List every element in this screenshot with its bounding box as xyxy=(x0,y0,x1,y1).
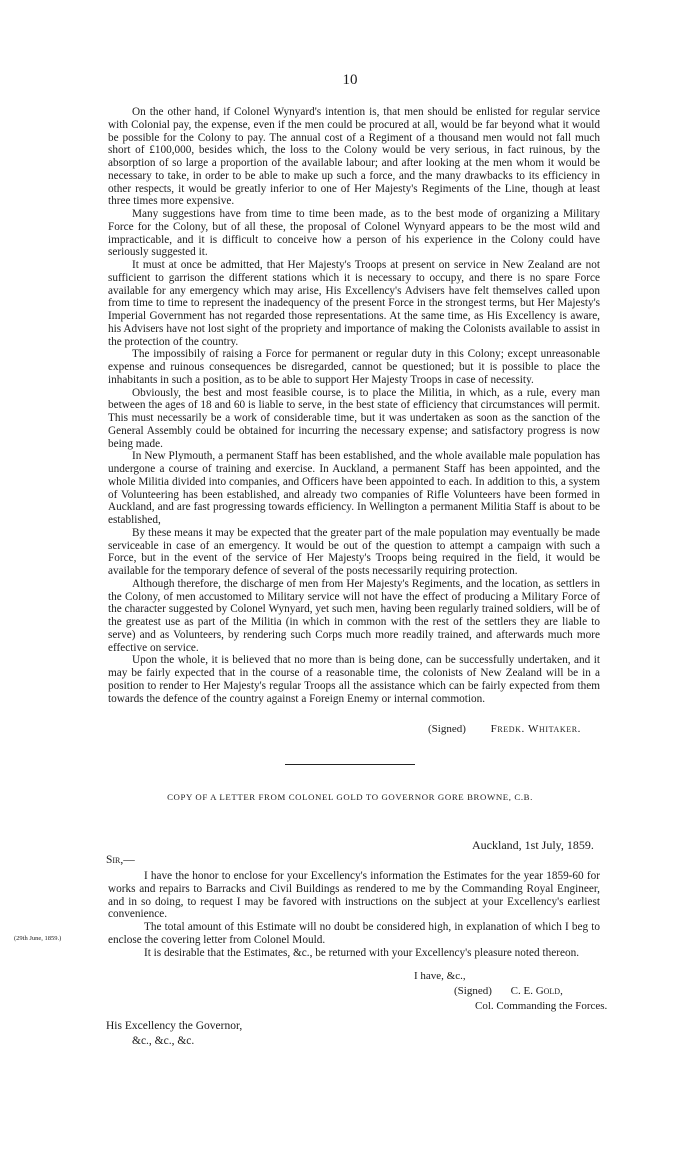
letter-paragraph: I have the honor to enclose for your Excellency's information the Estimates for the year 1859-60 for works and repairs to Barracks and Civil Buildings as rendered to me by the Commanding Royal Engineer, and in so doing, to request I may be favored with instructions on the subject at your Excellency's earliest convenience. xyxy=(108,870,600,921)
memo-paragraph: The impossibily of raising a Force for permanent or regular duty in this Colony; except unreasonable expense and ruinous consequences be disregarded, cannot be questioned; but it is possible to place the inhabitants in such a position, as to be able to support Her Majesty Troops in case of necessity. xyxy=(108,348,600,386)
letter-paragraph: It is desirable that the Estimates, &c., be returned with your Excellency's pleasure noted thereon. xyxy=(144,946,580,959)
signatory-title: Col. Commanding the Forces. xyxy=(475,1000,608,1012)
memo-paragraph: Obviously, the best and most feasible course, is to place the Militia, in which, as a rule, every man between the ages of 18 and 60 is liable to serve, in the best state of efficiency that circumstances will permit. This must necessarily be a work of considerable time, but it was undertaken as soon as the sanction of the General Assembly could be obtained for incurring the necessary expense; and satisfactory progress is now being made. xyxy=(108,386,600,450)
memorandum-body xyxy=(108,106,600,705)
signatory-name: C. E. Gold, xyxy=(510,985,563,997)
signed-prefix: (Signed) xyxy=(428,723,466,735)
section-divider xyxy=(285,764,415,765)
memo-paragraph: Although therefore, the discharge of men from Her Majesty's Regiments, and the location, as settlers in the Colony, of men accustomed to Military service will not have the effect of producing a Military Force of the character suggested by Colonel Wynyard, yet such men, having been regularly trained soldiers, will be of the greatest use as part of the Militia (in which in common with the rest of the settlers they are liable to serve) and as Volunteers, by rendering such Corps much more readily trained, and afterwards much more effective on service. xyxy=(108,577,600,654)
letter-dateline: Auckland, 1st July, 1859. xyxy=(472,838,594,852)
addressee-line: &c., &c., &c. xyxy=(132,1035,195,1047)
addressee-line: His Excellency the Governor, xyxy=(106,1020,243,1032)
signed-prefix: (Signed) xyxy=(454,985,492,997)
letter-signature xyxy=(454,985,563,997)
memo-paragraph: By these means it may be expected that the greater part of the male population may eventually be made serviceable in case of an emergency. It would be out of the question to attempt a campaign with such a Force, but in the event of the service of Her Majesty's Troops being required in the field, it would be available for the temporary defence of several of the posts necessarily requiring protection. xyxy=(108,526,600,577)
memo-paragraph: On the other hand, if Colonel Wynyard's intention is, that men should be enlisted for regular service with Colonial pay, the expense, even if the men could be procured at all, would be far beyond what it would be possible for the Colony to pay. The annual cost of a Regiment of a thousand men would not fall much short of £100,000, besides which, the loss to the Colony would be very serious, in fact ruinous, by the absorption of so large a proportion of the available labour; and after looking at the men whom it would be necessary to take, in order to be able to make up such a force, and the many drawbacks to its efficiency in other respects, it would be greatly inferior to one of Her Majesty's Regiments of the Line, though at least three times more expensive. xyxy=(108,106,600,208)
signatory-name: Fredk. Whitaker. xyxy=(490,723,582,735)
margin-note: (29th June, 1859.) xyxy=(14,935,62,942)
letter-heading: COPY OF A LETTER FROM COLONEL GOLD TO GOVERNOR GORE BROWNE, C.B. xyxy=(167,792,533,802)
memo-paragraph: In New Plymouth, a permanent Staff has been established, and the whole available male population has undergone a course of training and exercise. In Auckland, a permanent Staff has been appointed, and the whole Militia divided into companies, and Officers have been appointed to each. In addition to this, a system of Volunteering has been established, and already two companies of Rifle Volunteers have been formed in Auckland, and are fast progressing towards efficiency. In Wellington a permanent Militia Staff is about to be established, xyxy=(108,450,600,526)
letter-body xyxy=(108,870,600,959)
letter-salutation: Sir,— xyxy=(106,854,135,866)
letter-paragraph: The total amount of this Estimate will no doubt be considered high, in explanation of which I beg to enclose the covering letter from Colonel Mould. xyxy=(108,921,600,946)
letter-closing: I have, &c., xyxy=(414,970,466,982)
memo-signature xyxy=(428,723,581,735)
memo-paragraph: Many suggestions have from time to time been made, as to the best mode of organizing a Military Force for the Colony, but of all these, the proposal of Colonel Wynyard appears to be the most wild and impracticable, and it is difficult to conceive how a person of his experience in the Colony could have seriously suggested it. xyxy=(108,208,600,259)
memo-paragraph: Upon the whole, it is believed that no more than is being done, can be successfully undertaken, and it may be fairly expected that in the course of a reasonable time, the colonists of New Zealand will be in a position to render to Her Majesty's regular Troops all the assistance which can be fairly expected from them towards the defence of the country against a Foreign Enemy or internal commotion. xyxy=(108,654,600,705)
page-number: 10 xyxy=(342,72,358,88)
memo-paragraph: It must at once be admitted, that Her Majesty's Troops at present on service in New Zealand are not sufficient to garrison the different stations which it is necessary to occupy, and there is no spare Force available for any emergency which may arise, His Excellency's Advisers have felt themselves called upon from time to time to represent the inadequency of the present Force in the strongest terms, but Her Majesty's Imperial Government has not regarded those representations. At the same time, as His Excellency is aware, his Advisers have not lost sight of the propriety and importance of making the Colonists available to assist in the protection of the country. xyxy=(108,259,600,348)
